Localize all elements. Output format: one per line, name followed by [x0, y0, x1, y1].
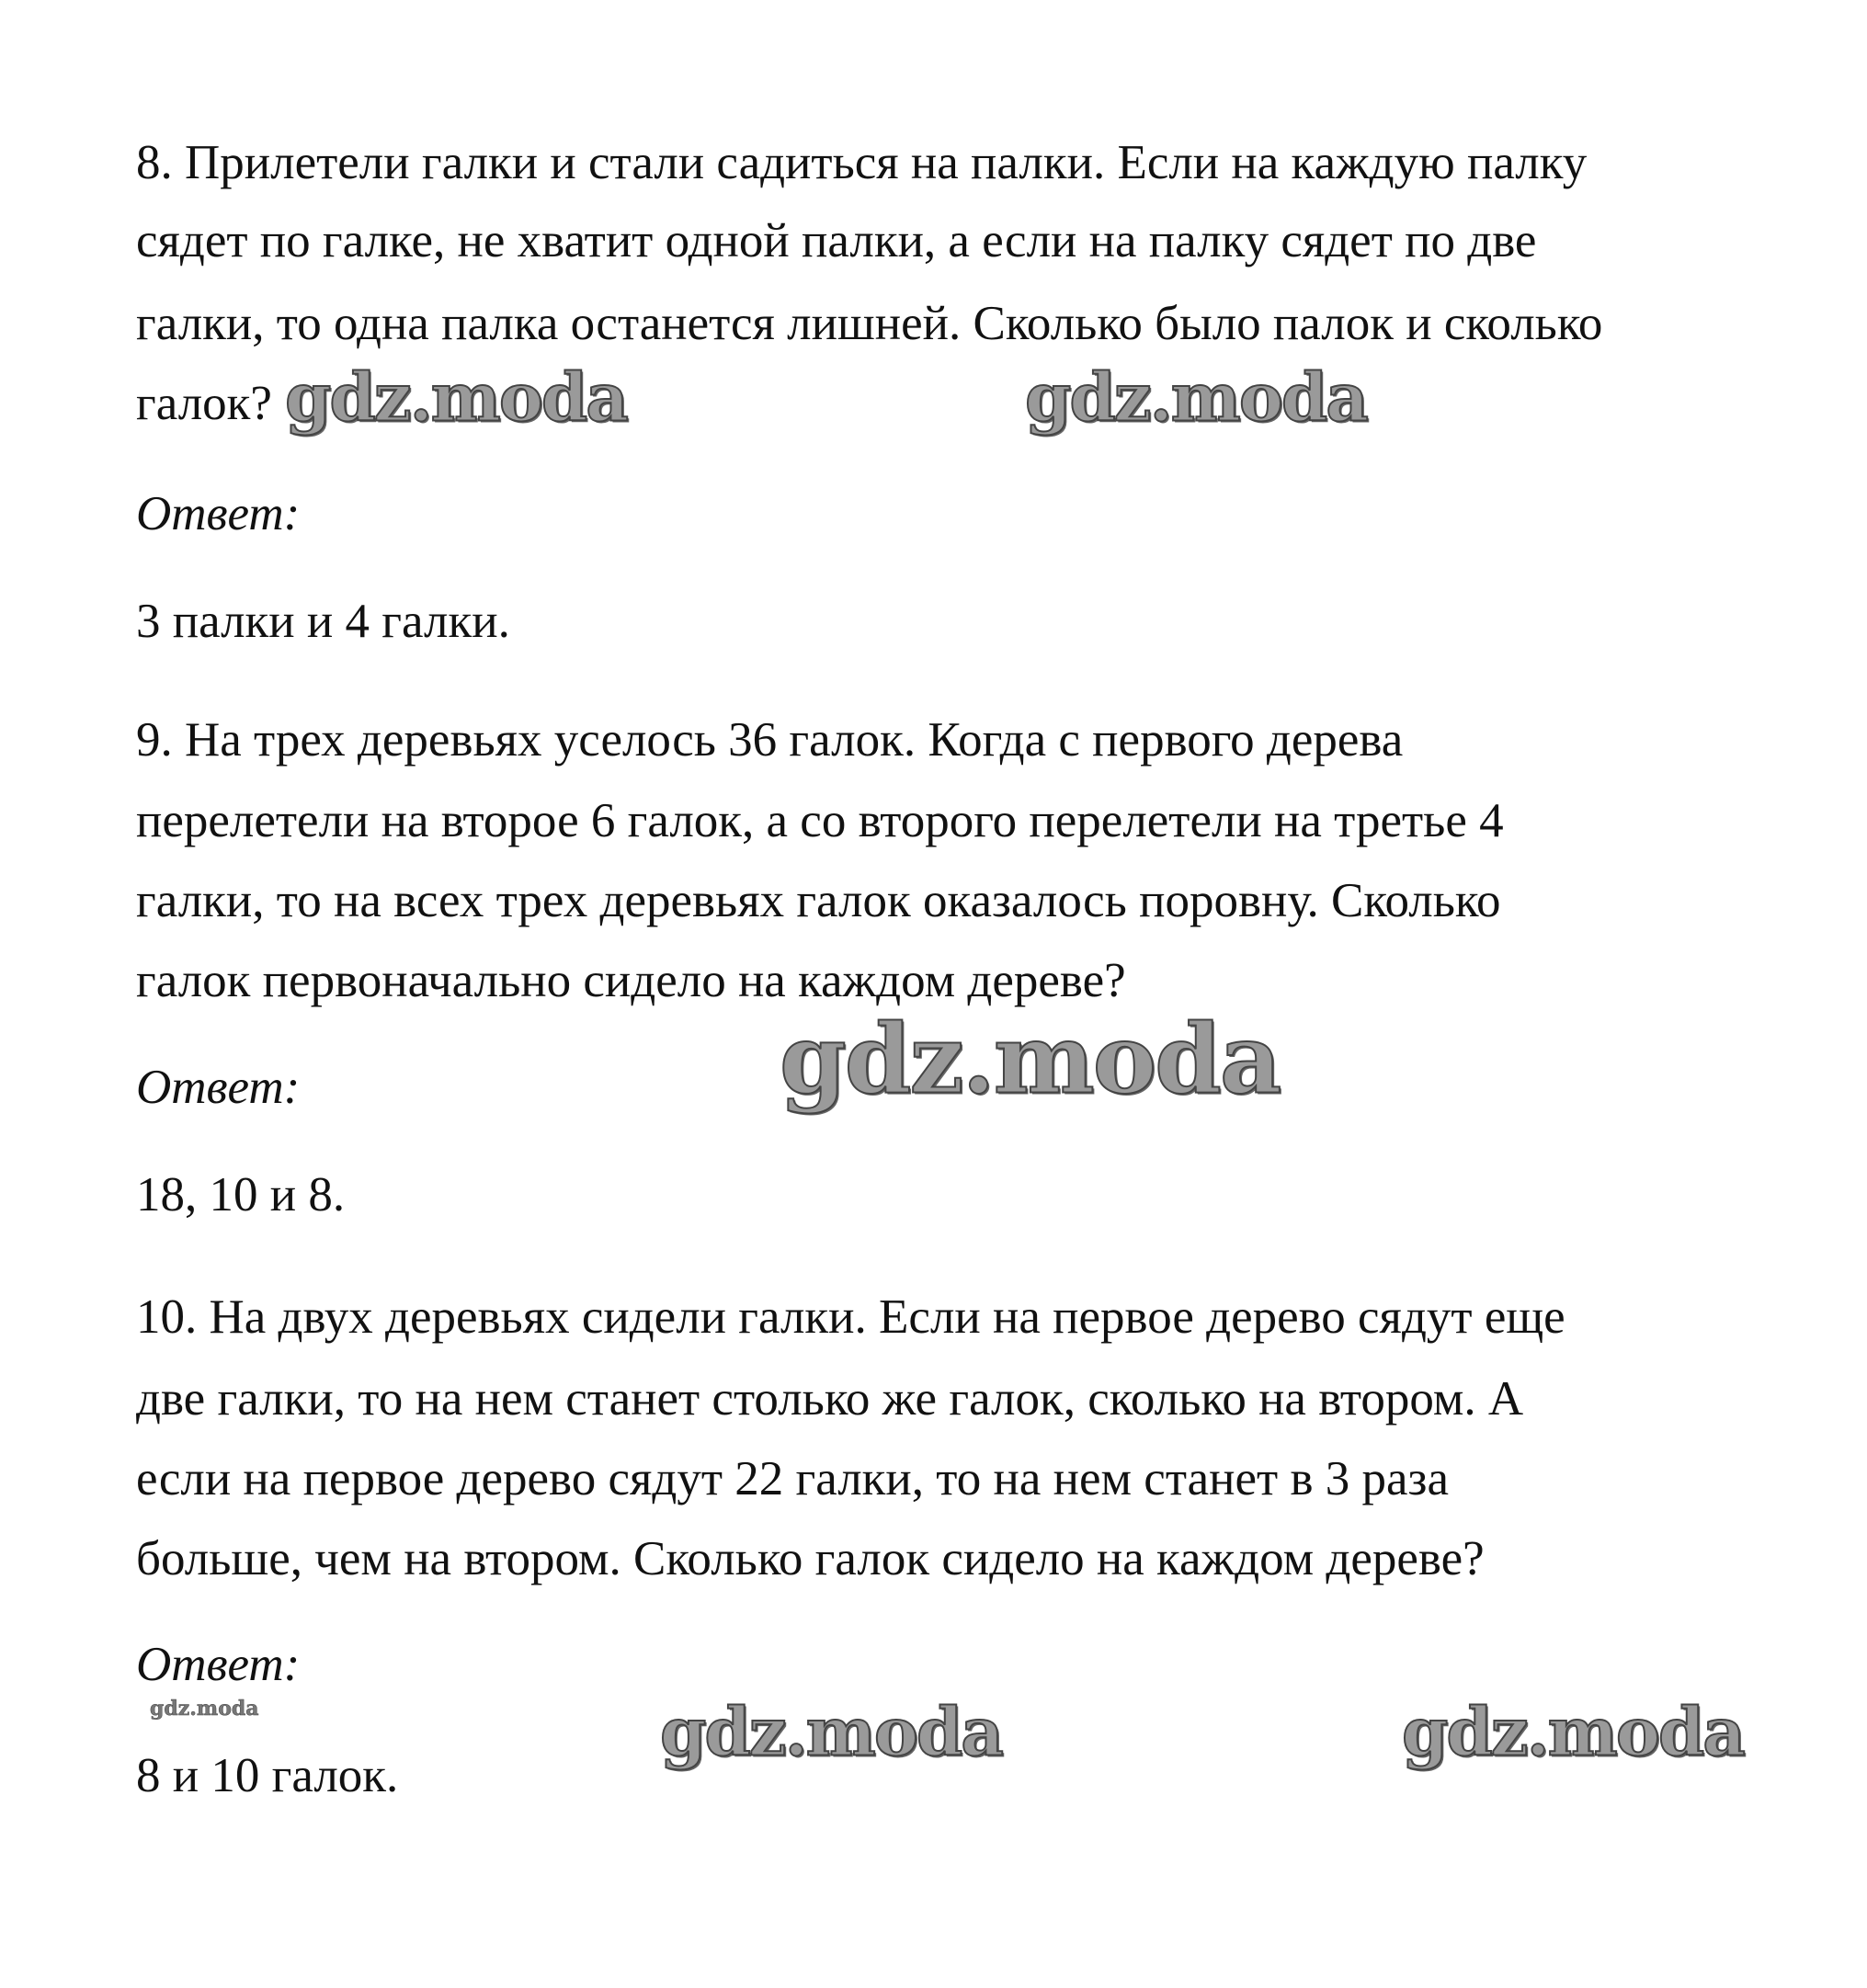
- problem-10-answer-label: Ответ:: [136, 1638, 301, 1691]
- problem-9-line-1: 9. На трех деревьях уселось 36 галок. Когда с первого дерева: [136, 713, 1404, 767]
- problem-10-line-4: больше, чем на втором. Сколько галок сидело на каждом дереве?: [136, 1532, 1485, 1585]
- problem-8-answer-label: Ответ:: [136, 487, 301, 540]
- problem-9-line-2: перелетели на второе 6 галок, а со второго перелетели на третье 4: [136, 794, 1504, 847]
- watermark-logo: gdz.moda: [660, 1692, 1002, 1771]
- problem-10-line-1: 10. На двух деревьях сидели галки. Если на первое дерево сядут еще: [136, 1290, 1565, 1344]
- watermark-logo: gdz.moda: [1025, 358, 1367, 437]
- watermark-logo: gdz.moda: [1402, 1692, 1744, 1771]
- watermark-logo-small: gdz.moda: [150, 1697, 259, 1721]
- problem-8-line-1: 8. Прилетели галки и стали садиться на палки. Если на каждую палку: [136, 136, 1588, 189]
- problem-9-line-4: галок первоначально сидело на каждом дереве?: [136, 954, 1126, 1007]
- problem-8-answer: 3 палки и 4 галки.: [136, 595, 510, 648]
- problem-9-line-3: галки, то на всех трех деревьях галок оказалось поровну. Сколько: [136, 874, 1501, 927]
- problem-8-line-2: сядет по галке, не хватит одной палки, а если на палку сядет по две: [136, 214, 1537, 267]
- problem-10-line-3: если на первое дерево сядут 22 галки, то на нем станет в 3 раза: [136, 1452, 1449, 1505]
- problem-10-answer: 8 и 10 галок.: [136, 1749, 399, 1802]
- problem-8-line-3: галки, то одна палка останется лишней. Сколько было палок и сколько: [136, 297, 1603, 350]
- problem-10-line-2: две галки, то на нем станет столько же галок, сколько на втором. А: [136, 1372, 1524, 1426]
- problem-9-answer-label: Ответ:: [136, 1061, 301, 1114]
- problem-8-line-4: галок?: [136, 377, 272, 430]
- watermark-logo: gdz.moda: [285, 358, 627, 437]
- watermark-logo: gdz.moda: [780, 1002, 1281, 1116]
- problem-9-answer: 18, 10 и 8.: [136, 1168, 346, 1221]
